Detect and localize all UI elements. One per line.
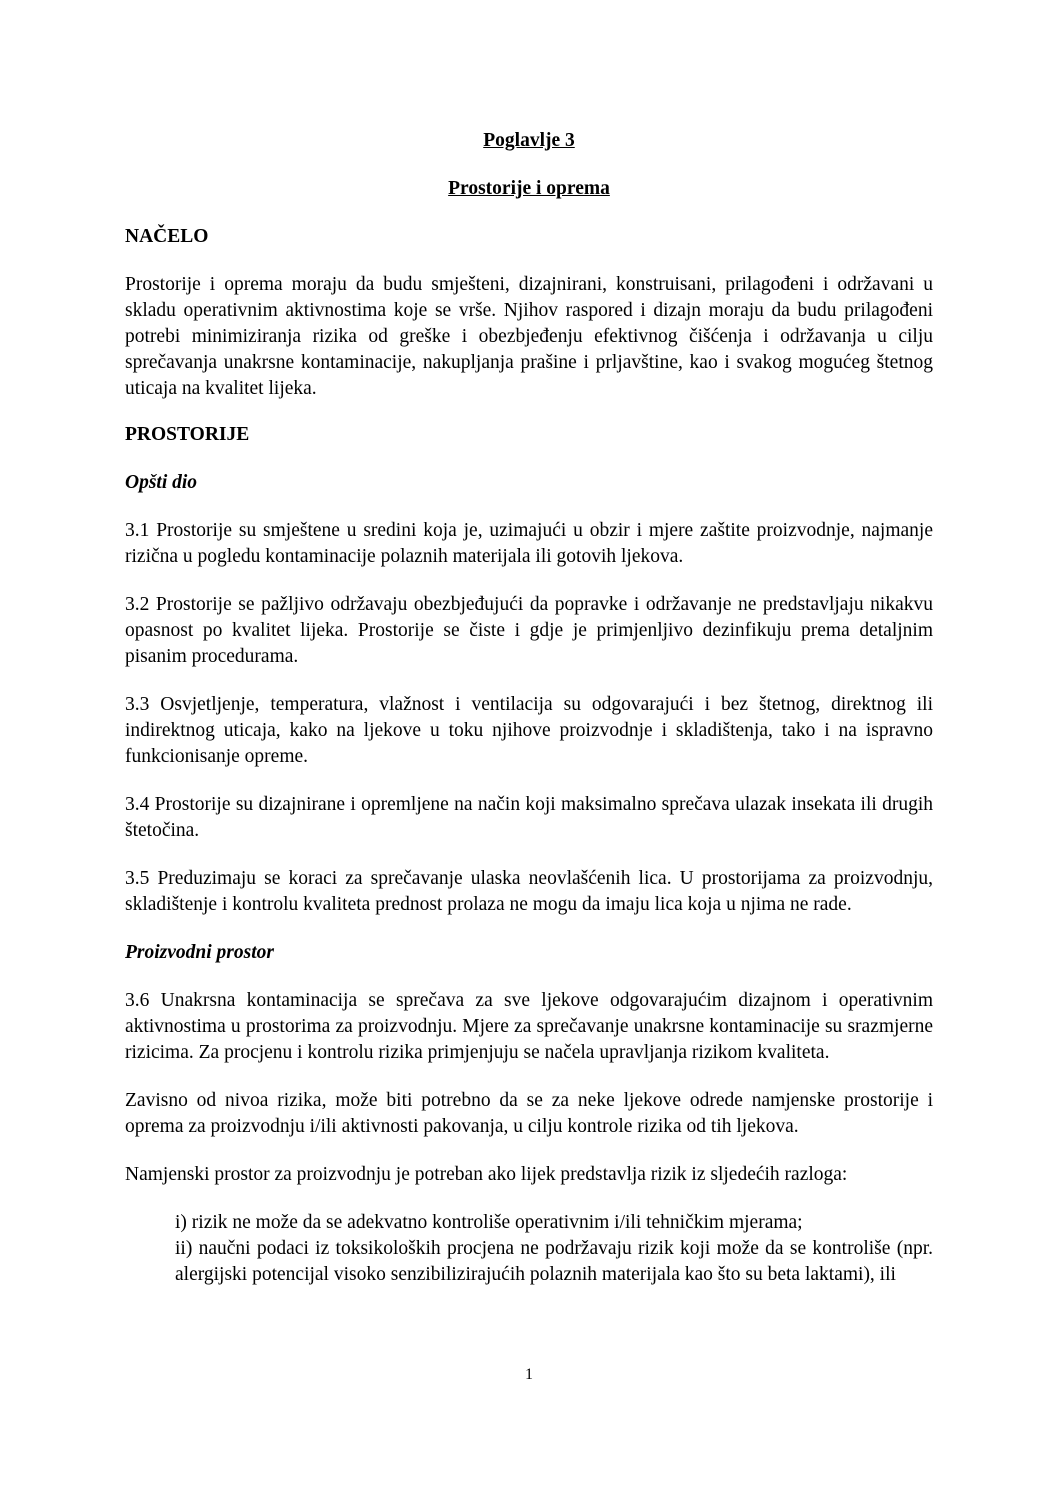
subheading-opsti-dio: Opšti dio <box>125 472 198 493</box>
paragraph-3-2: 3.2 Prostorije se pažljivo održavaju obezbjeđujući da popravke i održavanje ne predstavljaju nikakvu opasnost po kvalitet lijeka. Prostorije se čiste i gdje je primjenljivo dezinfikuju prema detaljnim pisanim procedurama. <box>125 594 933 667</box>
list-item: i) rizik ne može da se adekvatno kontroliše operativnim i/ili tehničkim mjerama; <box>175 1212 803 1233</box>
section-heading-nacelo: NAČELO <box>125 226 209 247</box>
paragraph-3-5: 3.5 Preduzimaju se koraci za sprečavanje ulaska neovlašćenih lica. U prostorijama za proizvodnju, skladištenje i kontrolu kvaliteta prednost prolaza ne mogu da imaju lica koja u njima ne rade. <box>125 868 933 915</box>
paragraph-dedicated-space: Namjenski prostor za proizvodnju je potreban ako lijek predstavlja rizik iz sljedećih razloga: <box>125 1164 848 1185</box>
paragraph-risk-level: Zavisno od nivoa rizika, može biti potrebno da se za neke ljekove odrede namjenske prostorije i oprema za proizvodnju i/ili aktivnosti pakovanja, u cilju kontrole rizika od tih ljekova. <box>125 1090 933 1137</box>
paragraph-3-6: 3.6 Unakrsna kontaminacija se sprečava za sve ljekove odgovarajućim dizajnom i operativnim aktivnostima u prostorima za proizvodnju. Mjere za sprečavanje unakrsne kontaminacije su srazmjerne rizicima. Za procjenu i kontrolu rizika primjenjuju se načela upravljanja rizikom kvaliteta. <box>125 990 933 1063</box>
paragraph-3-3: 3.3 Osvjetljenje, temperatura, vlažnost i ventilacija su odgovarajući i bez štetnog, direktnog ili indirektnog uticaja, kako na ljekove u toku njihove proizvodnje i skladištenja, tako i na ispravno funkcionisanje opreme. <box>125 694 933 767</box>
paragraph-3-4: 3.4 Prostorije su dizajnirane i opremljene na način koji maksimalno sprečava ulazak insekata ili drugih štetočina. <box>125 794 933 841</box>
reasons-list <box>125 1210 933 1288</box>
page-content <box>125 128 933 1288</box>
chapter-title: Poglavlje 3 <box>483 130 575 151</box>
chapter-subtitle: Prostorije i oprema <box>448 178 610 199</box>
paragraph-3-1: 3.1 Prostorije su smještene u sredini koja je, uzimajući u obzir i mjere zaštite proizvodnje, najmanje rizična u pogledu kontaminacije polaznih materijala ili gotovih ljekova. <box>125 520 933 567</box>
list-item: ii) naučni podaci iz toksikoloških procjena ne podržavaju rizik koji može da se kontroliše (npr. alergijski potencijal visoko senzibilizirajućih polaznih materijala kao što su beta laktami), ili <box>175 1238 933 1285</box>
nacelo-paragraph: Prostorije i oprema moraju da budu smješteni, dizajnirani, konstruisani, prilagođeni i održavani u skladu operativnim aktivnostima koje se vrše. Njihov raspored i dizajn moraju da budu prilagođeni potrebi minimiziranja rizika od greške i obezbjeđenju efektivnog čišćenja i održavanja u cilju sprečavanja unakrsne kontaminacije, nakupljanja prašine i prljavštine, kao i svakog mogućeg štetnog uticaja na kvalitet lijeka. <box>125 274 933 399</box>
subheading-proizvodni-prostor: Proizvodni prostor <box>125 942 274 963</box>
section-heading-prostorije: PROSTORIJE <box>125 424 250 445</box>
page-number: 1 <box>525 1366 533 1383</box>
